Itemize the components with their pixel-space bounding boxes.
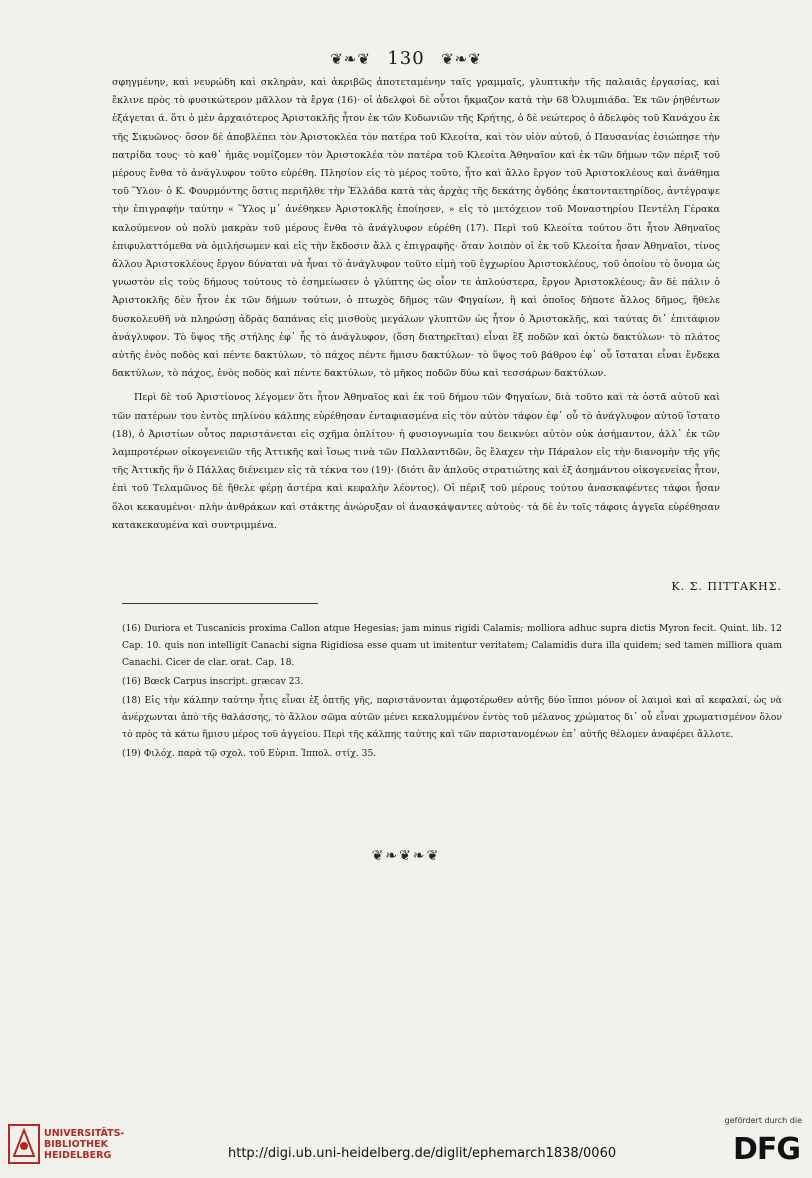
footnote-18: (18) Εἰς τὴν κάλπην ταύτην ἦτις εἶναι ἐξ ὀπτῆς γῆς, παριστάνονται ἀμφοτέρωθεν αὐτῆς δύο ἵπποι μόνον οἱ λαιμοὶ καὶ αἱ κεφαλαί, ὡς νὰ ἀνέρχωνται ἀπὸ τῆς θαλάσσης, τὸ ἄλλον σῶμα αὐτῶν μένει κεκαλυμμένον ἐντὸς τοῦ μέλανος χρώματος δι᾽ οὗ εἶναι χρωματισμένον ὅλον τὸ πρὸς τὰ κάτω ἥμισυ μέρος τοῦ ἀγγείου. Περὶ τῆς κάλπης ταύτης καὶ τῶν παριστανομένων ἐπ᾽ αὐτῆς θέλομεν ἀναφέρει ἄλλοτε. <box>122 695 782 740</box>
header-ornament-left: ❦❧❦ <box>330 49 371 68</box>
main-text <box>112 74 720 535</box>
footnote-16b: (16) Bœck Carpus inscript. græcav 23. <box>122 676 304 687</box>
page-header <box>0 48 812 69</box>
tailpiece-ornament: ❦❧❦❧❦ <box>371 848 441 864</box>
footnote-19: (19) Φιλόχ. παρὰ τῷ σχολ. τοῦ Εὐριπ. Ἱππολ. στίχ. 35. <box>122 748 377 759</box>
footnote-16a: (16) Duriora et Tuscanicis proxima Callon atque Hegesias; jam minus rigidi Calamis; molliora adhuc supra dictis Myron fecit. Quint. lib. 12 Cap. 10. quis non intelligit Canachi signa Rigidiosa esse quam ut imitentur veritatem; Calamidis dura illa quidem; sed tamen milliora quam Canachi. Cicer de clar. orat. Cap. 18. <box>122 623 782 668</box>
paragraph-2: Περὶ δὲ τοῦ Ἀριστίονος λέγομεν ὅτι ἦτον Ἀθηναῖος καὶ ἐκ τοῦ δήμου τῶν Φηγαίων, διὰ τοῦτο καὶ τὰ ὀστᾶ αὐτοῦ καὶ τῶν πατέρων του ἐντὸς πηλίνου κάλπης εὑρέθησαν ἐνταφιασμένα εἰς τὸν αὐτὸν τάφον ἐφ᾽ οὗ τὸ ἀνάγλυφον αὐτοῦ ἵστατο (18), ὁ Ἀριστίων οὗτος παριστάνεται εἰς σχῆμα ὁπλίτου· ἡ φυσιογνωμία του δεικνύει αὐτὸν οὐκ ἀσήμαντον, ἀλλ᾽ ἐκ τῶν λαμπροτέρων οἰκογενειῶν τῆς Ἀττικῆς καὶ ἴσως τινὰ τῶν Παλλαντιδῶν, ὃς ἔλαχεν τὴν Πάραλον εἰς τὴν διανομὴν τῆς γῆς τῆς Ἀττικῆς ἣν ὁ Πάλλας διένειμεν εἰς τὰ τέκνα του (19)· (διότι ἂν ἁπλοῦς στρατιώτης καὶ ἐξ ἀσημάντου οἰκογενείας ἦτον, ἐπὶ τοῦ Τελαμῶνος δὲ ἤθελε φέρῃ ἀστέρα καὶ κεφαλὴν λέοντος). Οἱ πέριξ τοῦ μέρους τούτου ἀνασκαφέντες τάφοι ἦσαν ὅλοι κεκαυμένοι· πλὴν ἀνθράκων καὶ στάκτης ἀνώρυξαν οἱ ἀνασκάψαντες αὐτούς· τὰ δὲ ἐν τοῖς τάφοις ἀγγεῖα εὑρέθησαν κατακεκαυμένα καὶ συντριμμένα. <box>112 392 720 531</box>
header-ornament-right: ❦❧❦ <box>441 49 482 68</box>
funded-by-label: gefördert durch die <box>724 1116 802 1125</box>
paragraph-1: σφηγμένην, καὶ νευρώδη καὶ σκληρὰν, καὶ ἀκριβῶς ἀποτεταμένην ταῖς γραμμαῖς, γλυπτικὴν τῆς παλαιᾶς ἐργασίας, καὶ ἔκλινε πρὸς τὸ φυσικώτερον μᾶλλον τὰ ἔργα (16)· οἱ ἀδελφοὶ δὲ οὗτοι ἤκμαζον κατὰ τὴν 68 Ὀλυμπιάδα. Ἐκ τῶν ῥηθέντων ἐξάγεται ά. ὅτι ὁ μὲν ἀρχαιότερος Ἀριστοκλῆς ἦτον ἐκ τῶν Κυδωνιῶν τῆς Κρήτης, ὁ δὲ νεώτερος ὁ ἀδελφὸς τοῦ Κανάχου ἐκ τῆς Σικυῶνος· ὅσον δὲ ἀποβλέπει τὸν Ἀριστοκλέα τὸν πατέρα τοῦ Κλεοίτα, καὶ τὸν υἱὸν αὐτοῦ, ὁ Παυσανίας ἐσιώπησε τὴν πατρίδα τους· τὸ καθ᾽ ἡμᾶς νομίζομεν τὸν Ἀριστοκλέα τὸν πατέρα τοῦ Κλεοίτα Ἀθηναῖον καὶ ἐκ τῶν δήμων τῶν πέριξ τοῦ μέρους ἔνθα τὸ ἀνάγλυφον τοῦτο εὑρέθη. Πλησίον εἰς τὸ μέρος τοῦτο, ἦτο καὶ ἄλλο ἔργον τοῦ Ἀριστοκλέους καὶ ἀνάθημα τοῦ Ὕλου· ὁ Κ. Φουρμόντης ὅστις περιῆλθε τὴν Ἑλλάδα κατὰ τὰς ἀρχὰς τῆς δεκάτης ὀγδόης ἑκατονταετηρίδος, ἀντέγραψε τὴν ἐπιγραφὴν ταύτην « Ὕλος μ᾽ ἀνέθηκεν Ἀριστοκλῆς ἐποίησεν, » εἰς τὸ μετόχειον τοῦ Μοναστηρίου Πεντέλη Γέρακα καλούμενον οὐ πολὺ μακρὰν τοῦ μέρους ἔνθα τὸ ἀνάγλυφον εὑρέθη (17). Περὶ τοῦ Κλεοίτα τούτου ὅτι ἦτον Ἀθηναῖος ἐπιφυλαττόμεθα νὰ ὁμιλήσωμεν καὶ εἰς τὴν ἔκδοσιν ἄλλ ς ἐπιγραφῆς· ὅταν λοιπὸν οἱ ἐκ τοῦ Κλεοίτα ἦσαν Ἀθηναῖοι, τίνος ἄλλου Ἀριστοκλέους ἔργον δύναται νὰ ἦναι τὸ ἀνάγλυφον τοῦτο εἰμὴ τοῦ ἐγχωρίου Ἀριστοκλέους, τοῦ ὁποίου τὸ ὄνομα ὡς γνωστὸν εἰς τοὺς δήμους τούτους τὸ ἐσημείωσεν ὁ γλύπτης ὡς οἷον τε ἁπλούστερα, ἔργον Ἀριστοκλέους; ἂν δὲ πάλιν ὁ Ἀριστοκλῆς δὲν ἦτον ἐκ τῶν δήμων τούτων, ὁ πτωχὸς δῆμος τῶν Φηγαίων, ἢ καὶ ὁποῖος δήποτε ἄλλος δῆμος, ἤθελε δυσκολευθῆ νὰ πληρώσῃ ἀδρὰς δαπάνας εἰς μισθοὺς μεγάλων γλυπτῶν ὡς ἦτον ὁ Ἀριστοκλῆς, καὶ ταύτας δι᾽ ἐπιτάφιον ἀνάγλυφον. Τὸ ὕψος τῆς στήλης ἐφ᾽ ἧς τὸ ἀνάγλυφον, (ὅση διατηρεῖται) εἶναι ἓξ ποδῶν καὶ ὀκτὼ δακτύλων· τὸ πλάτος αὐτῆς ἑνὸς ποδὸς καὶ πέντε δακτύλων, τὸ πάχος πέντε ἥμισυ δακτύλων· τὸ ὕψος τοῦ βάθρου ἐφ᾽ οὗ ἵσταται εἶναι ἕνδεκα δακτύλων, τὸ πάχος, ἑνὸς ποδὸς καὶ πέντε δακτύλων, τὸ μῆκος ποδῶν δύω καὶ τεσσάρων δακτύλων. <box>112 77 720 380</box>
footnote-divider <box>122 603 318 604</box>
digitization-footer <box>0 1110 812 1178</box>
author-signature: Κ. Σ. ΠΙΤΤΑΚΗΣ. <box>671 580 782 593</box>
page-number: 130 <box>387 48 425 69</box>
source-url-link[interactable]: http://digi.ub.uni-heidelberg.de/diglit/ephemarch1838/0060 <box>228 1146 617 1161</box>
footnotes <box>122 620 782 764</box>
dfg-logo: DFG <box>732 1132 800 1167</box>
university-seal-icon <box>8 1124 40 1164</box>
library-name: UNIVERSITÄTS- BIBLIOTHEK HEIDELBERG <box>44 1128 125 1161</box>
